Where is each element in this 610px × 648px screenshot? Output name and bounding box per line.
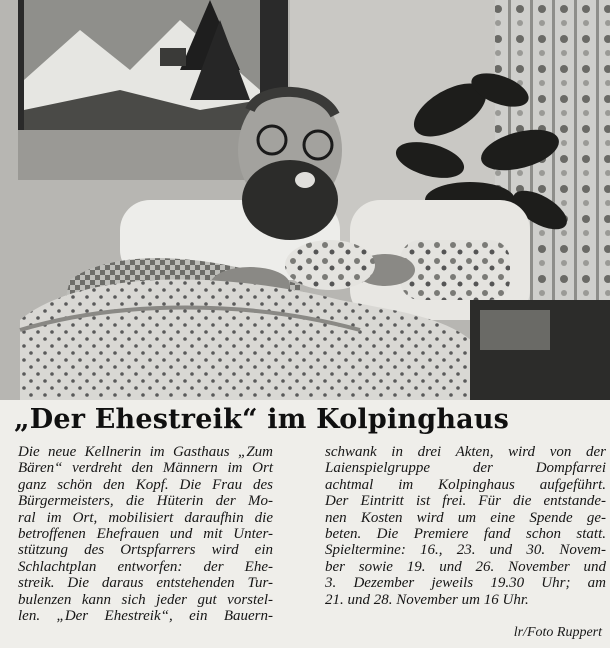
article-line: Bären“ verdreht den Männern im Ort <box>18 460 273 477</box>
article-line: Der Eintritt ist frei. Für die entstande- <box>325 493 606 510</box>
article-body <box>18 444 606 648</box>
article-line: Bürgermeisters, die Hüterin der Mo- <box>18 493 273 510</box>
article-line: 3. Dezember jeweils 19.30 Uhr; am <box>325 575 606 592</box>
article-line: len. „Der Ehestreik“, ein Bauern- <box>18 608 273 625</box>
article-line: ganz schön den Kopf. Die Frau des <box>18 476 273 493</box>
article-line: streik. Die daraus entstehenden Tur- <box>18 575 273 592</box>
article-line: stützung des Ortspfarrers wird ein <box>18 542 273 559</box>
article-line: bulenzen kann sich jeder gut vorstel- <box>18 591 273 608</box>
article-line: Die neue Kellnerin im Gasthaus „Zum <box>18 444 273 460</box>
article-line: Schlachtplan entworfen: der Ehe- <box>18 558 273 575</box>
headline: „Der Ehestreik“ im Kolpinghaus <box>14 404 510 435</box>
article-column-left <box>18 444 273 624</box>
article-line: Spieltermine: 16., 23. und 30. Novem- <box>325 542 606 559</box>
article-line: nen Kosten wird um eine Spende ge- <box>325 509 606 526</box>
article-line: beten. Die Premiere fand schon statt. <box>325 526 606 543</box>
article-line: achtmal im Kolpinghaus aufgeführt. <box>325 476 606 493</box>
article-line: schwank in drei Akten, wird von der <box>325 444 606 460</box>
article-line: ber sowie 19. und 26. November und <box>325 558 606 575</box>
article-line: 21. und 28. November um 16 Uhr. <box>325 591 529 608</box>
article-line: ral im Ort, mobilisiert daraufhin die <box>18 509 273 526</box>
article-line: betroffenen Ehefrauen und mit Unter- <box>18 526 273 543</box>
article-line: Laienspielgruppe der Dompfarrei <box>325 460 606 477</box>
photo-credit: lr/Foto Ruppert <box>513 625 602 640</box>
article-column-right <box>325 444 606 608</box>
